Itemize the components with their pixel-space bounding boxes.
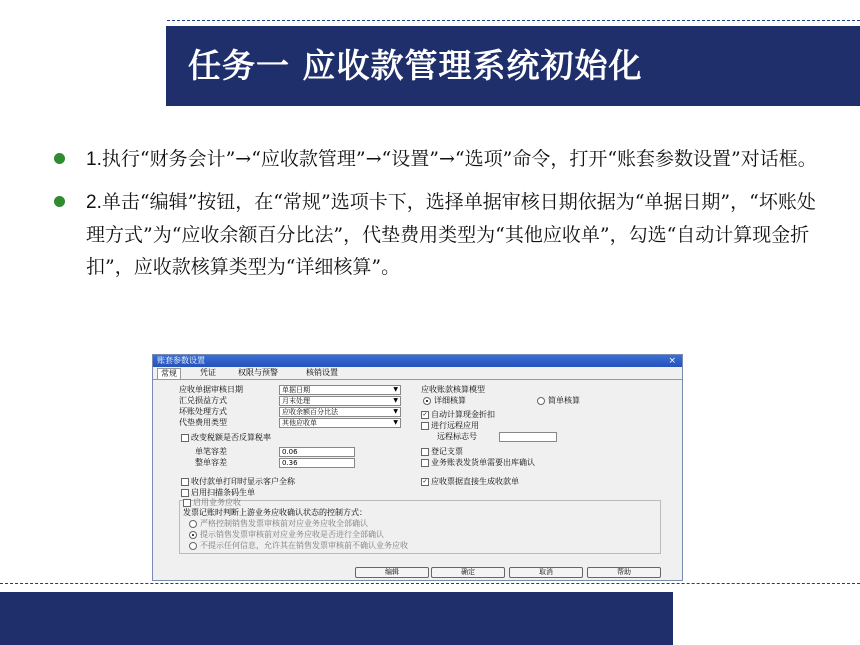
checkbox-icon bbox=[181, 489, 189, 497]
receipt-print-checkbox[interactable]: 收付款单打印时显示客户全称 bbox=[181, 477, 295, 487]
checkbox-icon bbox=[181, 478, 189, 486]
checkbox-icon bbox=[421, 459, 429, 467]
edit-button[interactable]: 编辑 bbox=[355, 567, 429, 578]
bullet-dot-icon bbox=[54, 153, 65, 164]
total-tolerance-input[interactable]: 0.36 bbox=[279, 458, 355, 468]
bullet-dot-icon bbox=[54, 196, 65, 207]
radio-icon bbox=[189, 520, 197, 528]
checkbox-icon bbox=[183, 499, 191, 507]
change-tax-checkbox[interactable]: 改变税额是否反算税率 bbox=[181, 433, 271, 443]
top-dashed-line bbox=[167, 20, 860, 21]
invoice-direct-checkbox[interactable]: ✓ 应收票据直接生成收款单 bbox=[422, 477, 519, 486]
audit-date-label: 应收单据审核日期 bbox=[179, 385, 243, 394]
radio-checked-icon bbox=[423, 397, 431, 405]
control-option-1[interactable]: 严格控制销售发票审核前对应业务应收全部确认 bbox=[189, 519, 368, 529]
biz-receivable-checkbox[interactable]: 启用业务应收 bbox=[183, 498, 241, 508]
radio-checked-icon bbox=[189, 531, 197, 539]
checkbox-icon bbox=[421, 422, 429, 430]
bullet-text: 执行“财务会计”→“应收款管理”→“设置”→“选项”命令，打开“账套参数设置”对话框。 bbox=[101, 148, 817, 170]
bullet-list bbox=[48, 143, 828, 293]
tab-permissions[interactable]: 权限与预警 bbox=[238, 368, 278, 377]
radio-icon bbox=[189, 542, 197, 550]
radio-icon bbox=[537, 397, 545, 405]
bad-debt-label: 坏账处理方式 bbox=[179, 407, 227, 416]
bullet-number: 2. bbox=[86, 192, 102, 213]
tab-bar bbox=[153, 367, 682, 380]
tab-writeoff[interactable]: 核销设置 bbox=[306, 368, 338, 377]
control-option-3[interactable]: 不提示任何信息，允许其在销售发票审核前不确认业务应收 bbox=[189, 541, 408, 551]
bullet-item-1 bbox=[48, 143, 828, 176]
remote-id-label: 远程标志号 bbox=[437, 432, 477, 441]
tab-voucher[interactable]: 凭证 bbox=[200, 368, 216, 377]
slide-title: 任务一 应收款管理系统初始化 bbox=[188, 46, 643, 85]
tab-general[interactable]: 常规 bbox=[157, 368, 181, 379]
total-tolerance-label: 整单容差 bbox=[195, 458, 227, 467]
exchange-label: 汇兑损益方式 bbox=[179, 396, 227, 405]
dialog-titlebar bbox=[153, 355, 682, 367]
chevron-down-icon: ▼ bbox=[393, 408, 398, 415]
chevron-down-icon: ▼ bbox=[393, 419, 398, 426]
close-icon[interactable]: × bbox=[668, 356, 676, 366]
audit-date-select[interactable]: 单据日期 ▼ bbox=[279, 385, 401, 395]
auto-discount-checkbox[interactable]: ✓ 自动计算现金折扣 bbox=[422, 410, 495, 419]
dialog-title: 账套参数设置 bbox=[157, 356, 205, 365]
bad-debt-select[interactable]: 应收余额百分比法 ▼ bbox=[279, 407, 401, 417]
check-icon: ✓ bbox=[422, 410, 428, 418]
bottom-dashed-line bbox=[0, 583, 860, 584]
settings-dialog bbox=[152, 354, 683, 581]
advance-select[interactable]: 其他应收单 ▼ bbox=[279, 418, 401, 428]
single-tolerance-input[interactable]: 0.06 bbox=[279, 447, 355, 457]
bullet-number: 1. bbox=[86, 149, 102, 170]
check-icon: ✓ bbox=[422, 477, 428, 485]
radio-detail[interactable]: 详细核算 bbox=[423, 396, 466, 406]
help-button[interactable]: 帮助 bbox=[587, 567, 661, 578]
scan-barcode-checkbox[interactable]: 启用扫描条码生单 bbox=[181, 488, 255, 498]
remote-id-input[interactable] bbox=[499, 432, 557, 442]
control-option-2[interactable]: 提示销售发票审核前对应业务应收是否进行全部确认 bbox=[189, 530, 384, 540]
footer-bar bbox=[0, 592, 673, 645]
checkbox-icon bbox=[181, 434, 189, 442]
ok-button[interactable]: 确定 bbox=[431, 567, 505, 578]
biz-invoice-checkbox[interactable]: 业务账表发货单需要出库确认 bbox=[421, 458, 535, 468]
bullet-text: 单击“编辑”按钮，在“常规”选项卡下，选择单据审核日期依据为“单据日期”，“坏账处理方式”为“应收余额百分比法”，代垫费用类型为“其他应收单”，勾选“自动计算现金折扣”，应收款核算类型为“详细核算”。 bbox=[86, 191, 816, 278]
bullet-item-2 bbox=[48, 186, 828, 283]
single-tolerance-label: 单笔容差 bbox=[195, 447, 227, 456]
model-label: 应收账款核算模型 bbox=[421, 385, 485, 394]
control-title: 发票记账时判断上游业务应收确认状态的控制方式： bbox=[183, 508, 367, 517]
chevron-down-icon: ▼ bbox=[393, 386, 398, 393]
checkbox-icon bbox=[421, 448, 429, 456]
exchange-select[interactable]: 月末处理 ▼ bbox=[279, 396, 401, 406]
title-banner bbox=[166, 26, 860, 106]
remote-checkbox[interactable]: 进行远程应用 bbox=[421, 421, 479, 431]
register-bill-checkbox[interactable]: 登记支票 bbox=[421, 447, 463, 457]
radio-simple[interactable]: 简单核算 bbox=[537, 396, 580, 406]
advance-label: 代垫费用类型 bbox=[179, 418, 227, 427]
chevron-down-icon: ▼ bbox=[393, 397, 398, 404]
cancel-button[interactable]: 取消 bbox=[509, 567, 583, 578]
